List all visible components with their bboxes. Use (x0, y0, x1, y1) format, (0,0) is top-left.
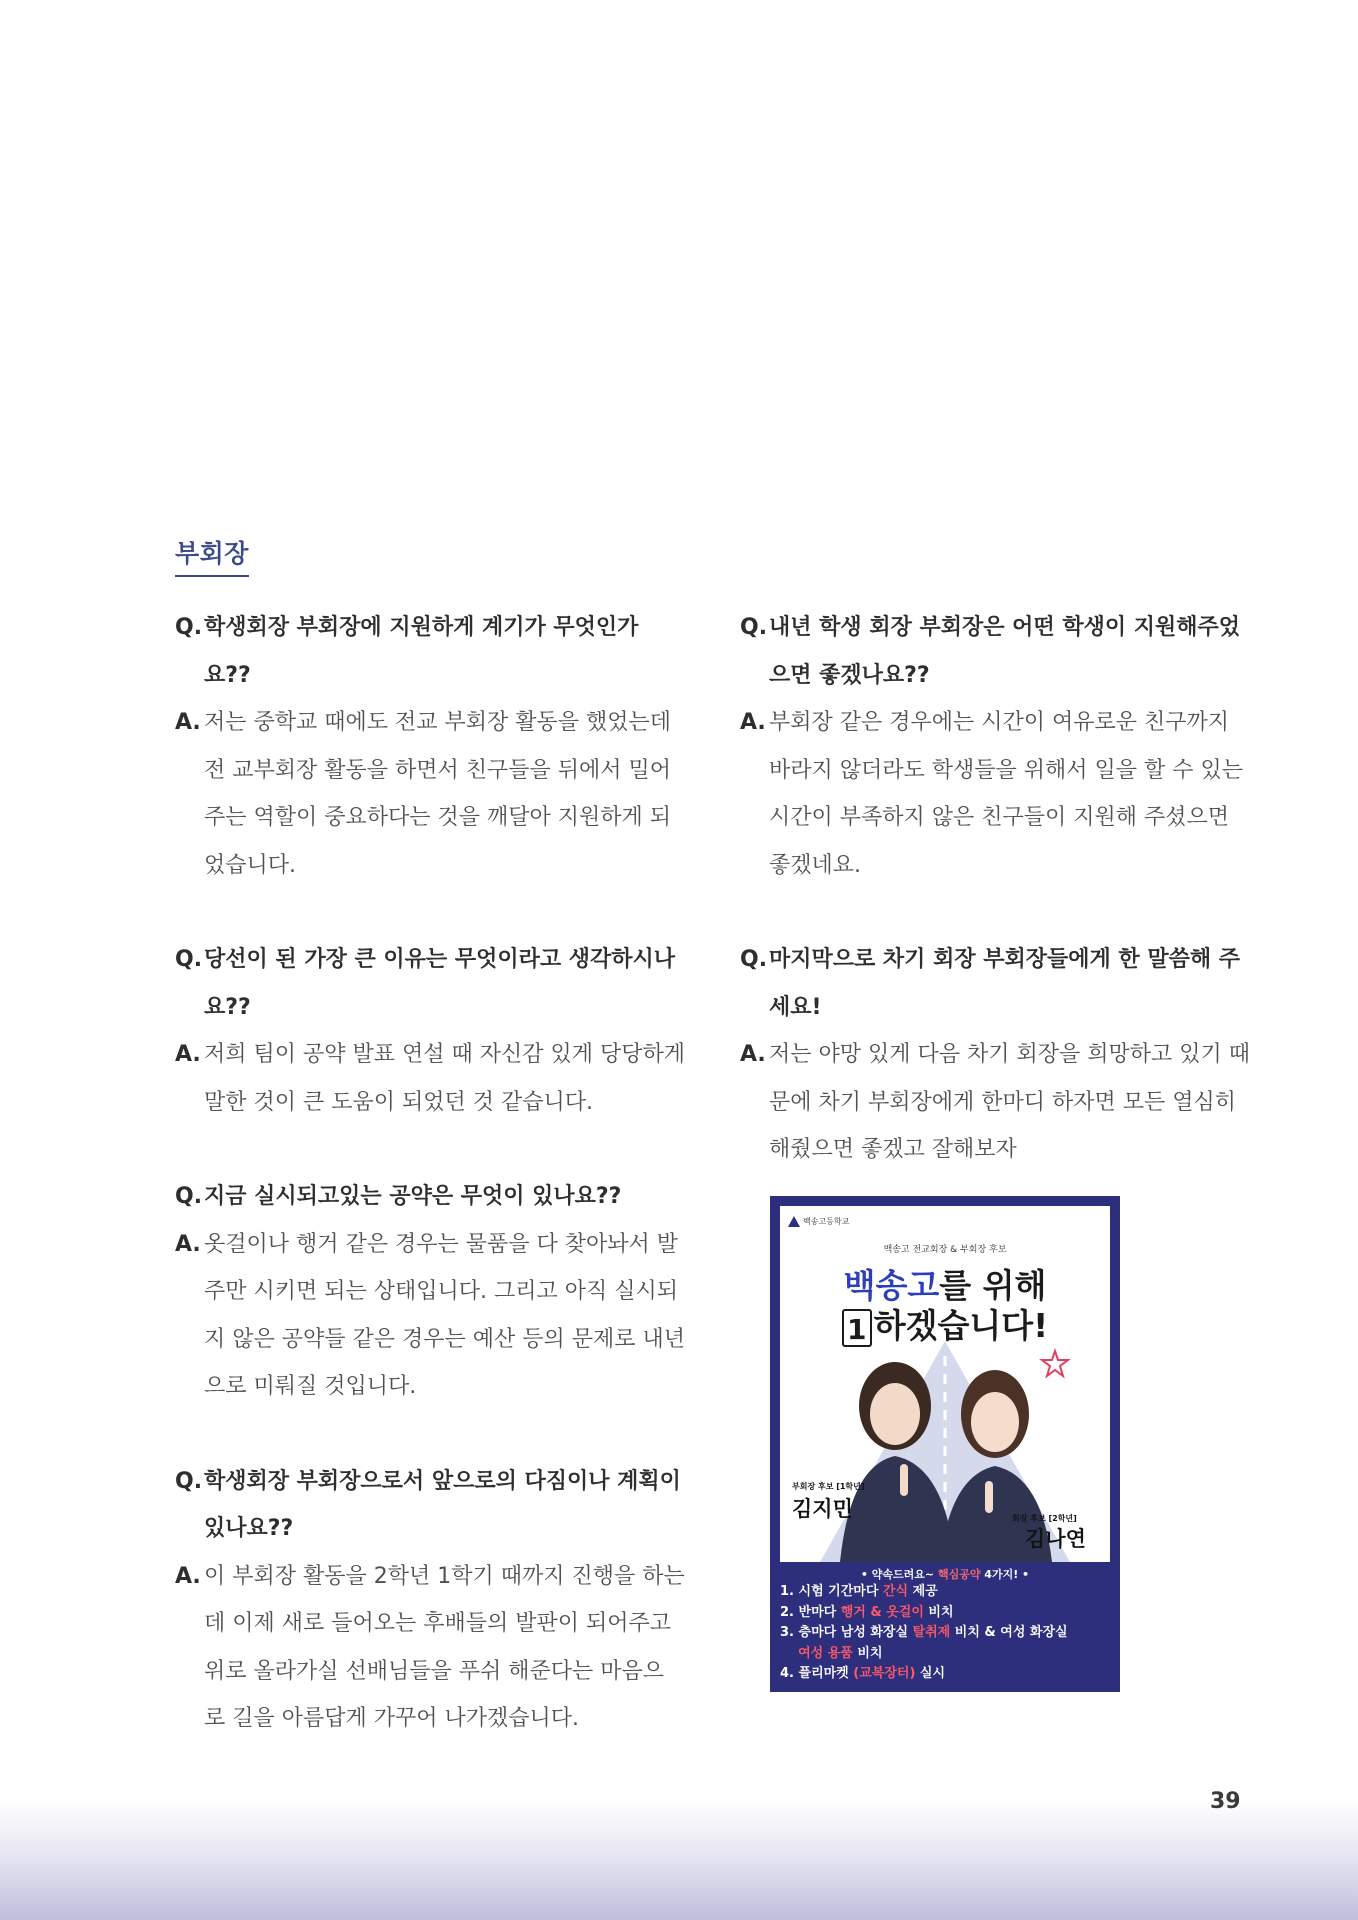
page-number: 39 (1210, 1789, 1241, 1814)
list-item: 3. 층마다 남성 화장실 탈취제 비치 & 여성 화장실 여성 용품 비치 (780, 1625, 1068, 1661)
answer-text: 저는 야망 있게 다음 차기 회장을 희망하고 있기 때문에 차기 부회장에게 한마디 하자면 모든 열심히 해줬으면 좋겠고 잘해보자 (769, 1042, 1250, 1162)
q-marker: Q. (175, 947, 203, 972)
qa-item (175, 1458, 685, 1743)
answer (175, 699, 685, 889)
a-marker: A. (740, 710, 766, 735)
answer (175, 1553, 685, 1743)
list-item: 1. 시험 기간마다 간식 제공 (780, 1584, 938, 1599)
raised-finger-shape (900, 1464, 908, 1496)
q-marker: Q. (175, 1184, 203, 1209)
answer-text: 저는 중학교 때에도 전교 부회장 활동을 했었는데 전 교부회장 활동을 하면서 친구들을 뒤에서 밀어주는 역할이 중요하다는 것을 깨달아 지원하게 되었습니다. (204, 710, 672, 878)
slogan-text: 를 위해 (939, 1266, 1047, 1305)
pledge-title: • 약속드려요~ 핵심공약 4가지! • (860, 1568, 1030, 1581)
section-title: 부회장 (175, 534, 249, 577)
right-column (740, 604, 1250, 1221)
question-text: 내년 학생 회장 부회장은 어떤 학생이 지원해주었으면 좋겠나요?? (769, 615, 1240, 688)
qa-item (175, 604, 685, 889)
question (175, 604, 685, 699)
a-marker: A. (175, 1042, 201, 1067)
candidate-line: 백송고 전교회장 & 부회장 후보 (883, 1245, 1007, 1255)
q-marker: Q. (175, 1468, 203, 1494)
footer-gradient-band (0, 1800, 1358, 1920)
question (175, 1458, 685, 1553)
raised-finger-shape (985, 1481, 993, 1513)
school-emblem-icon (788, 1216, 800, 1227)
president-candidate-role: 회장 후보 [2학년] (1012, 1514, 1077, 1523)
qa-item (740, 936, 1250, 1174)
poster-photo-area (780, 1206, 1110, 1562)
person-face-shape (870, 1383, 920, 1445)
question (740, 936, 1250, 1031)
person-face-shape (971, 1392, 1019, 1452)
question-text: 당선이 된 가장 큰 이유는 무엇이라고 생각하시나요?? (204, 947, 675, 1020)
slogan-highlight: 백송고 (843, 1266, 940, 1305)
slogan-number: 1 (847, 1312, 867, 1346)
qa-item (175, 936, 685, 1126)
answer (740, 699, 1250, 889)
answer-text: 부회장 같은 경우에는 시간이 여유로운 친구까지 바라지 않더라도 학생들을 위해서 일을 할 수 있는 시간이 부족하지 않은 친구들이 지원해 주셨으면 좋겠네요. (769, 710, 1243, 878)
answer-text: 저희 팀이 공약 발표 연설 때 자신감 있게 당당하게 말한 것이 큰 도움이 되었던 것 같습니다. (204, 1042, 685, 1115)
question-text: 학생회장 부회장에 지원하게 계기가 무엇인가요?? (204, 615, 639, 688)
answer (175, 1221, 685, 1411)
list-item: 4. 플리마켓 (교복장터) 실시 (780, 1666, 946, 1681)
qa-item (740, 604, 1250, 889)
school-name: 백송고등학교 (803, 1217, 850, 1226)
list-item: 2. 반마다 행거 & 옷걸이 비치 (780, 1604, 954, 1620)
campaign-poster (770, 1196, 1120, 1692)
president-candidate-name: 김나연 (1025, 1527, 1086, 1551)
a-marker: A. (175, 1231, 201, 1257)
question (175, 1173, 685, 1221)
a-marker: A. (175, 1563, 201, 1589)
left-column (175, 604, 685, 1790)
answer-text: 옷걸이나 행거 같은 경우는 물품을 다 찾아놔서 발주만 시키면 되는 상태입니다. 그리고 아직 실시되지 않은 공약들 같은 경우는 예산 등의 문제로 내년으로 미뤄질 것입니다. (204, 1231, 685, 1399)
slogan-text: 하겠습니다! (873, 1306, 1049, 1345)
q-marker: Q. (175, 615, 203, 640)
question (740, 604, 1250, 699)
poster-slogan (780, 1266, 1110, 1347)
school-logo (788, 1216, 849, 1227)
question-text: 학생회장 부회장으로서 앞으로의 다짐이나 계획이있나요?? (204, 1468, 681, 1541)
vice-candidate-role: 부회장 후보 [1학년] (792, 1482, 865, 1491)
qa-item (175, 1173, 685, 1411)
a-marker: A. (740, 1042, 766, 1067)
pledge-title-highlight: 핵심공약 (937, 1568, 981, 1581)
star-icon (1042, 1351, 1068, 1376)
answer-text: 이 부회장 활동을 2학년 1학기 때까지 진행을 하는데 이제 새로 들어오는 후배들의 발판이 되어주고 위로 올라가실 선배님들을 푸쉬 해준다는 마음으로 길을 아름답게 가꾸어 나가겠습니다. (204, 1563, 685, 1731)
question-text: 마지막으로 차기 회장 부회장들에게 한 말씀해 주세요! (769, 947, 1240, 1020)
pledge-list (780, 1582, 1114, 1685)
q-marker: Q. (740, 615, 768, 640)
question-text: 지금 실시되고있는 공약은 무엇이 있나요?? (204, 1184, 622, 1209)
answer (175, 1031, 685, 1126)
vice-candidate-name: 김지민 (792, 1497, 853, 1521)
answer (740, 1031, 1250, 1174)
q-marker: Q. (740, 947, 768, 972)
a-marker: A. (175, 710, 201, 735)
question (175, 936, 685, 1031)
